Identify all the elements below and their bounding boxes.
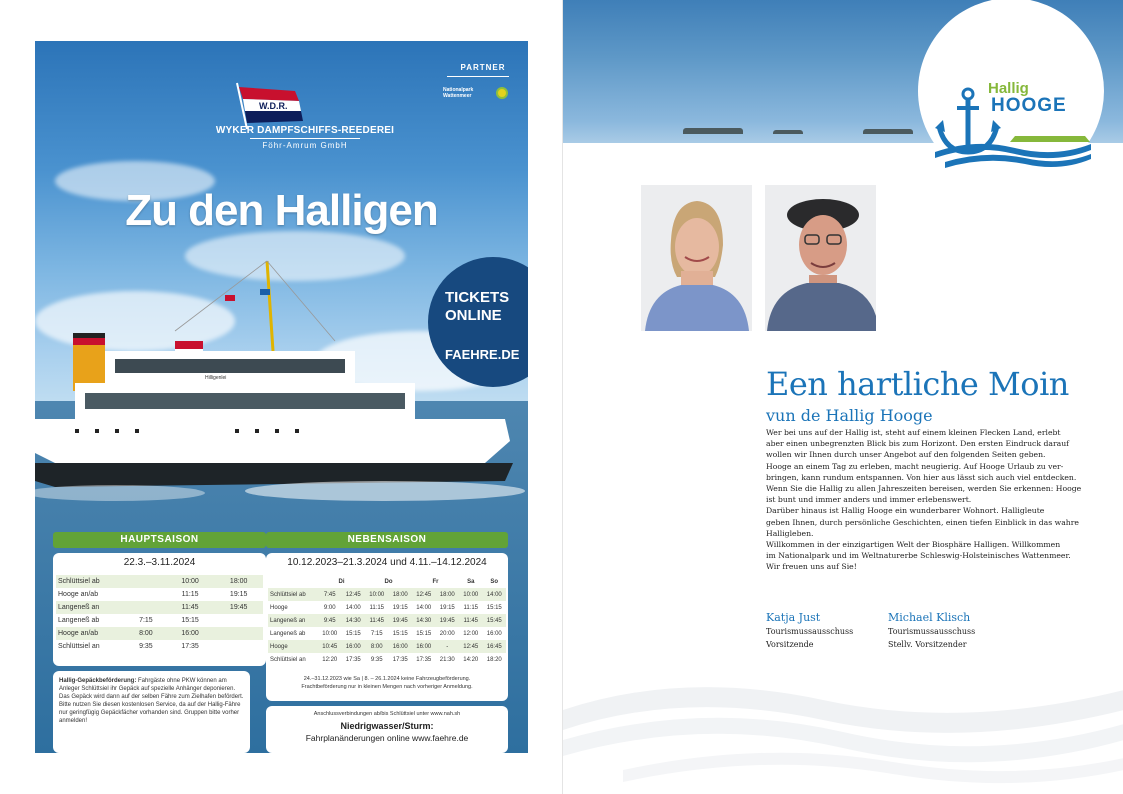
hauptsaison-table: [56, 575, 263, 653]
time-cell: 15:15: [342, 627, 366, 640]
time-cell: 15:15: [483, 601, 507, 614]
station-cell: Schlüttsiel an: [56, 640, 126, 653]
time-cell: 19:15: [436, 601, 460, 614]
company-rule: [250, 138, 360, 139]
page-subheading: vun de Hallig Hooge: [766, 406, 933, 425]
station-cell: Hooge: [268, 601, 318, 614]
time-cell: 11:45: [365, 614, 389, 627]
body-line: aber einen unbegrenzten Blick bis zum Horizont. Den ersten Eindruck darauf: [766, 439, 1070, 449]
table-row: [56, 640, 263, 653]
time-cell: 16:00: [342, 640, 366, 653]
signer-name-michael: Michael Klisch: [888, 611, 971, 624]
table-row: [56, 614, 263, 627]
portrait-woman-image: [641, 185, 752, 331]
ferry-advertisement: [35, 41, 528, 753]
station-cell: Schlüttsiel ab: [56, 575, 126, 588]
np-line-1: Nationalpark: [443, 87, 474, 93]
time-cell: 19:45: [214, 601, 263, 614]
nationalpark-logo-text: [443, 87, 473, 99]
time-cell: 12:45: [459, 640, 483, 653]
header-empty: [268, 575, 318, 588]
station-cell: Hooge: [268, 640, 318, 653]
table-row: [56, 575, 263, 588]
right-page: [562, 0, 1123, 794]
time-cell: 19:15: [389, 601, 413, 614]
body-line: Wenn Sie die Hallig zu allen Jahreszeiten bereisen, werden Sie erkennen: Hooge: [766, 484, 1082, 494]
body-line: ist bunt und immer anders und immer erlebenswert.: [766, 495, 972, 505]
connection-note: Anschlussverbindungen ab/bis Schlüttsiel unter www.nah.sh: [313, 711, 461, 717]
table-row: [268, 601, 506, 614]
day-header: Sa: [459, 575, 483, 588]
time-cell: 16:00: [412, 640, 436, 653]
time-cell: 14:30: [412, 614, 436, 627]
time-cell: 10:00: [318, 627, 342, 640]
signer-role-katja: Tourismussausschuss: [766, 627, 854, 636]
station-cell: Langeneß ab: [268, 627, 318, 640]
luggage-note-text: Fahrgäste ohne PKW können am Anleger Schlüttsiel ihr Gepäck auf spezielle Anhänger deponieren. Das Gepäck wird dann auf der selben Fähre zum Zielhafen befördert. Bitte nutzen Sie diesen kostenlosen Service, da auf der Hallig-Fähre nur geringfügig Gepäckfächer vorhanden sind. Gruppen bitte vorher anmelden!: [59, 678, 244, 724]
warning-card: [266, 706, 508, 753]
station-cell: Schlüttsiel ab: [268, 588, 318, 601]
time-cell: 15:15: [412, 627, 436, 640]
nationalpark-sun-icon: [496, 87, 508, 99]
hallig-silhouette: [863, 129, 913, 134]
time-cell: 19:15: [214, 588, 263, 601]
body-line: Hooge an einem Tag zu erleben, macht neugierig. Auf Hooge Urlaub zu ver-: [766, 461, 1064, 471]
luggage-note: [59, 677, 245, 725]
time-cell: 9:35: [365, 653, 389, 666]
time-cell: [126, 601, 166, 614]
nebensaison-label: NEBENSAISON: [266, 532, 508, 548]
time-cell: 11:15: [459, 601, 483, 614]
time-cell: 12:45: [412, 588, 436, 601]
warning-text: Fahrplanänderungen online www.faehre.de: [305, 733, 469, 743]
table-row: [56, 601, 263, 614]
time-cell: 16:00: [166, 627, 215, 640]
time-cell: 18:00: [389, 588, 413, 601]
table-row: [268, 640, 506, 653]
table-row: [268, 614, 506, 627]
body-line: Wer bei uns auf der Hallig ist, steht auf einem kleinen Flecken Land, erlebt: [766, 428, 1061, 437]
day-header: So: [483, 575, 507, 588]
body-line: wollen wir Ihnen durch unser Angebot auf den folgenden Seiten geben.: [766, 450, 1046, 460]
logo-hooge-text: HOOGE: [991, 95, 1067, 116]
station-cell: Hooge an/ab: [56, 627, 126, 640]
tickets-label: [445, 289, 509, 325]
time-cell: 11:15: [166, 588, 215, 601]
tickets-line-1: TICKETS: [445, 289, 510, 306]
station-cell: Schlüttsiel an: [268, 653, 318, 666]
day-header: Fr: [412, 575, 459, 588]
ship-name-label: Hilligenlei: [205, 375, 227, 381]
time-cell: 10:00: [365, 588, 389, 601]
time-cell: 8:00: [365, 640, 389, 653]
time-cell: [214, 640, 263, 653]
portrait-michael-klisch: [765, 185, 876, 331]
body-line: geben Ihnen, durch persönliche Geschichten, einen tiefen Einblick in das wahre: [766, 517, 1079, 527]
body-line: im Nationalpark und im Weltnaturerbe Schleswig-Holsteinisches Wattenmeer.: [766, 551, 1071, 561]
time-cell: 14:00: [342, 601, 366, 614]
body-line: Halligleben.: [766, 528, 814, 538]
time-cell: 15:15: [389, 627, 413, 640]
signer-title-katja: Vorsitzende: [766, 640, 814, 649]
signer-name-katja: Katja Just: [766, 611, 821, 624]
hauptsaison-label: HAUPTSAISON: [53, 532, 266, 548]
time-cell: 21:30: [436, 653, 460, 666]
time-cell: 10:45: [318, 640, 342, 653]
nebensaison-notes: [266, 675, 508, 691]
page-heading: Een hartliche Moin: [766, 365, 1069, 403]
time-cell: 9:00: [318, 601, 342, 614]
time-cell: [214, 614, 263, 627]
company-name: WYKER DAMPFSCHIFFS-REEDEREI: [215, 125, 395, 136]
table-row: [268, 653, 506, 666]
table-row: [56, 588, 263, 601]
time-cell: 18:00: [436, 588, 460, 601]
time-cell: 17:35: [166, 640, 215, 653]
station-cell: Langeneß ab: [56, 614, 126, 627]
time-cell: 9:45: [318, 614, 342, 627]
nebensaison-note-1: 24.–31.12.2023 wie Sa | 8. – 26.1.2024 keine Fahrzeugbeförderung.: [303, 676, 471, 682]
time-cell: 16:00: [483, 627, 507, 640]
flag-text: W.D.R.: [259, 101, 288, 111]
station-cell: Hooge an/ab: [56, 588, 126, 601]
time-cell: [126, 588, 166, 601]
body-line: Willkommen in der einzigartigen Welt der Biosphäre Halligen. Willkommen: [766, 540, 1061, 550]
table-row: [56, 627, 263, 640]
hauptsaison-dates: 22.3.–3.11.2024: [123, 557, 196, 568]
welcome-text: [766, 427, 1091, 573]
logo-hallig-text: Hallig: [988, 80, 1029, 97]
body-line: Darüber hinaus ist Hallig Hooge ein wunderbarer Wohnort. Halligleute: [766, 506, 1045, 516]
time-cell: 16:00: [389, 640, 413, 653]
time-cell: 14:20: [459, 653, 483, 666]
nebensaison-note-2: Frachtbeförderung nur in kleinen Mengen nach vorheriger Anmeldung.: [301, 684, 473, 690]
time-cell: 7:15: [365, 627, 389, 640]
table-row: [268, 588, 506, 601]
signer-role-michael: Tourismussausschuss: [888, 627, 976, 636]
time-cell: 17:35: [389, 653, 413, 666]
time-cell: [126, 575, 166, 588]
time-cell: 19:45: [436, 614, 460, 627]
luggage-note-title: Hallig-Gepäckbeförderung:: [59, 678, 137, 684]
time-cell: 17:35: [412, 653, 436, 666]
time-cell: -: [436, 640, 460, 653]
time-cell: [214, 627, 263, 640]
partner-label: PARTNER: [460, 63, 506, 72]
portrait-man-image: [765, 185, 876, 331]
day-header: Do: [365, 575, 412, 588]
nebensaison-card: [266, 553, 508, 701]
hallig-silhouette: [683, 128, 743, 134]
table-row: [268, 627, 506, 640]
np-line-2: Wattenmeer: [443, 93, 472, 99]
time-cell: 20:00: [436, 627, 460, 640]
time-cell: 14:00: [483, 588, 507, 601]
tickets-line-2: ONLINE: [445, 307, 502, 324]
time-cell: 15:45: [483, 614, 507, 627]
time-cell: 15:15: [166, 614, 215, 627]
station-cell: Langeneß an: [268, 614, 318, 627]
time-cell: 14:30: [342, 614, 366, 627]
hauptsaison-card: [53, 553, 266, 666]
signer-title-michael: Stellv. Vorsitzender: [888, 640, 967, 649]
warning-title: Niedrigwasser/Sturm:: [340, 721, 434, 731]
time-cell: 9:35: [126, 640, 166, 653]
luggage-note-card: [53, 671, 250, 753]
time-cell: 12:20: [318, 653, 342, 666]
time-cell: 14:00: [412, 601, 436, 614]
time-cell: 18:20: [483, 653, 507, 666]
time-cell: 7:15: [126, 614, 166, 627]
time-cell: 11:45: [459, 614, 483, 627]
portrait-katja-just: [641, 185, 752, 331]
time-cell: 17:35: [342, 653, 366, 666]
partner-divider: [447, 76, 509, 77]
time-cell: 8:00: [126, 627, 166, 640]
time-cell: 11:15: [365, 601, 389, 614]
nebensaison-dates: 10.12.2023–21.3.2024 und 4.11.–14.12.2024: [287, 557, 487, 568]
station-cell: Langeneß an: [56, 601, 126, 614]
time-cell: 7:45: [318, 588, 342, 601]
ad-headline: Zu den Halligen: [125, 186, 438, 235]
tickets-url[interactable]: FAEHRE.DE: [445, 347, 520, 362]
time-cell: 12:45: [342, 588, 366, 601]
time-cell: 10:00: [166, 575, 215, 588]
time-cell: 12:00: [459, 627, 483, 640]
hallig-silhouette: [773, 130, 803, 134]
day-header: Di: [318, 575, 365, 588]
company-subtitle: Föhr-Amrum GmbH: [262, 141, 348, 150]
left-page: [0, 0, 561, 794]
time-cell: 11:45: [166, 601, 215, 614]
body-line: Wir freuen uns auf Sie!: [766, 562, 857, 572]
nebensaison-table: [268, 575, 506, 666]
time-cell: 16:45: [483, 640, 507, 653]
time-cell: 18:00: [214, 575, 263, 588]
time-cell: 10:00: [459, 588, 483, 601]
table-header-row: [268, 575, 506, 588]
decorative-waves: [563, 670, 1123, 794]
body-line: bringen, kann rundum entspannen. Von hier aus lässt sich auch viel entdecken.: [766, 472, 1077, 482]
time-cell: 19:45: [389, 614, 413, 627]
wdr-flag-icon: [235, 81, 315, 131]
